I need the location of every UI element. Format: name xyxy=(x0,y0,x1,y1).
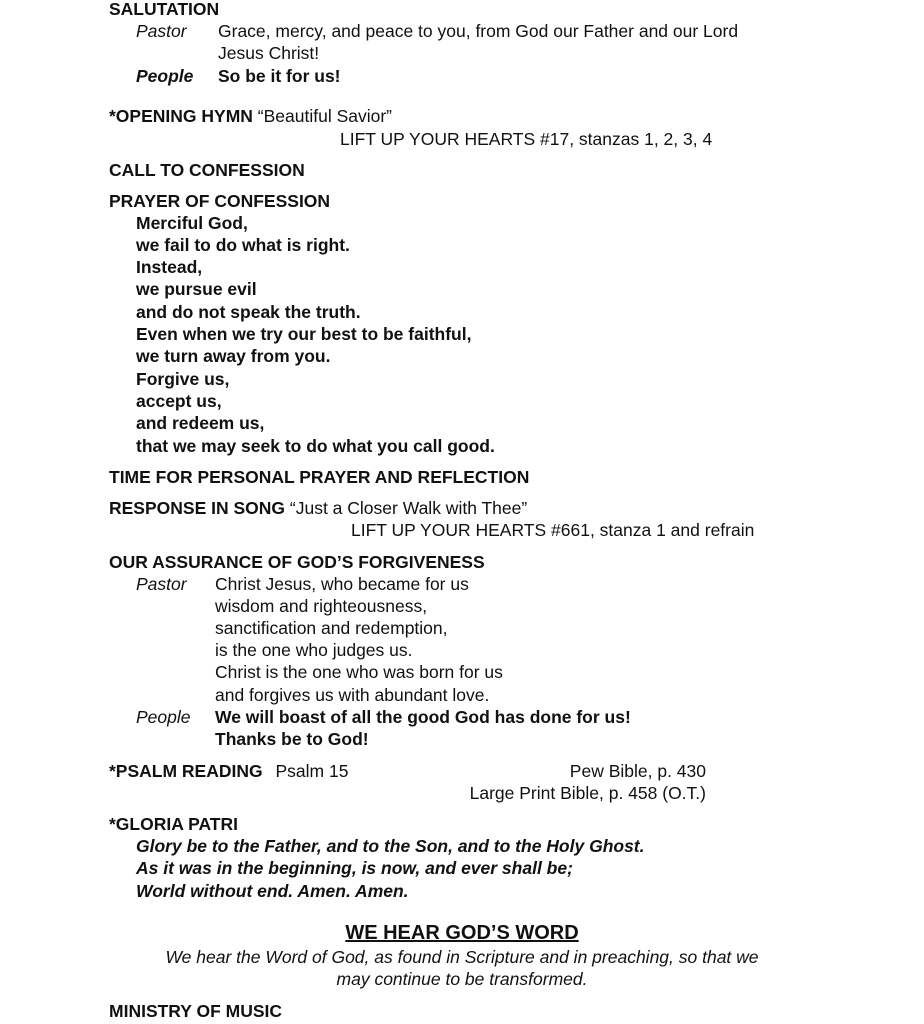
prayer-line: we fail to do what is right. xyxy=(136,235,350,255)
salutation-heading: SALUTATION xyxy=(109,0,220,19)
psalm-reading-reference: Psalm 15 xyxy=(275,761,349,781)
prayer-line: and do not speak the truth. xyxy=(136,302,361,322)
opening-hymn-source: LIFT UP YOUR HEARTS #17, stanzas 1, 2, 3, 4 xyxy=(340,129,713,149)
gloria-line: World without end. Amen. Amen. xyxy=(136,881,409,901)
we-hear-subtitle-line-2: may continue to be transformed. xyxy=(336,969,588,989)
salutation-pastor-label: Pastor xyxy=(136,21,187,41)
salutation-people-label: People xyxy=(136,66,194,86)
assurance-people-line: Thanks be to God! xyxy=(215,729,369,749)
prayer-line: that we may seek to do what you call good. xyxy=(136,436,495,456)
call-to-confession-heading: CALL TO CONFESSION xyxy=(109,160,305,180)
assurance-people-label: People xyxy=(136,707,191,727)
response-in-song-title: “Just a Closer Walk with Thee” xyxy=(289,498,528,518)
assurance-pastor-label: Pastor xyxy=(136,574,187,594)
assurance-people-line: We will boast of all the good God has done for us! xyxy=(215,707,631,727)
we-hear-heading: WE HEAR GOD’S WORD xyxy=(345,922,579,944)
assurance-pastor-line: Christ is the one who was born for us xyxy=(215,662,503,682)
we-hear-subtitle-line-1: We hear the Word of God, as found in Scripture and in preaching, so that we xyxy=(165,947,759,967)
prayer-line: Instead, xyxy=(136,257,203,277)
opening-hymn-row xyxy=(109,105,392,127)
response-in-song-source: LIFT UP YOUR HEARTS #661, stanza 1 and refrain xyxy=(351,520,755,540)
assurance-pastor-line: Christ Jesus, who became for us xyxy=(215,574,469,594)
gloria-line: As it was in the beginning, is now, and ever shall be; xyxy=(136,858,573,878)
prayer-line: Even when we try our best to be faithful, xyxy=(136,324,472,344)
prayer-of-confession-heading: PRAYER OF CONFESSION xyxy=(109,191,331,211)
gloria-patri-heading: *GLORIA PATRI xyxy=(109,814,238,834)
gloria-line: Glory be to the Father, and to the Son, and to the Holy Ghost. xyxy=(136,836,645,856)
psalm-reading-row xyxy=(109,760,348,782)
personal-prayer-heading: TIME FOR PERSONAL PRAYER AND REFLECTION xyxy=(109,467,530,487)
prayer-line: Forgive us, xyxy=(136,369,230,389)
assurance-pastor-line: wisdom and righteousness, xyxy=(215,596,428,616)
opening-hymn-title: “Beautiful Savior” xyxy=(257,106,393,126)
response-in-song-row xyxy=(109,497,527,519)
prayer-line: Merciful God, xyxy=(136,213,248,233)
opening-hymn-heading: *OPENING HYMN xyxy=(109,106,253,126)
salutation-pastor-line-2: Jesus Christ! xyxy=(218,43,320,63)
assurance-heading: OUR ASSURANCE OF GOD’S FORGIVENESS xyxy=(109,552,485,572)
assurance-pastor-line: sanctification and redemption, xyxy=(215,618,448,638)
assurance-pastor-line: and forgives us with abundant love. xyxy=(215,685,490,705)
prayer-line: accept us, xyxy=(136,391,222,411)
prayer-line: and redeem us, xyxy=(136,413,265,433)
prayer-line: we pursue evil xyxy=(136,279,257,299)
assurance-pastor-line: is the one who judges us. xyxy=(215,640,413,660)
ministry-of-music-heading: MINISTRY OF MUSIC xyxy=(109,1001,283,1021)
salutation-pastor-line-1: Grace, mercy, and peace to you, from God our Father and our Lord xyxy=(218,21,739,41)
psalm-reading-heading: *PSALM READING xyxy=(109,761,263,781)
response-in-song-heading: RESPONSE IN SONG xyxy=(109,498,286,518)
psalm-large-print: Large Print Bible, p. 458 (O.T.) xyxy=(469,783,706,803)
psalm-pew-bible: Pew Bible, p. 430 xyxy=(569,761,706,781)
salutation-people-text: So be it for us! xyxy=(218,66,341,86)
prayer-line: we turn away from you. xyxy=(136,346,331,366)
